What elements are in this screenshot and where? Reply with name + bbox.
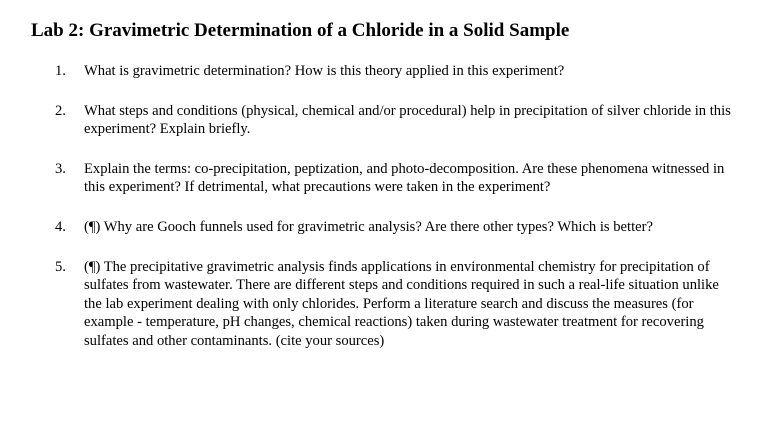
question-text: (¶) Why are Gooch funnels used for gravimetric analysis? Are there other types? Which is better? [84,218,653,235]
question-item-5 [0,258,768,351]
question-list [0,62,768,372]
question-item-1 [0,62,768,81]
question-number: 2. [55,102,66,119]
page-title: Lab 2: Gravimetric Determination of a Chloride in a Solid Sample [31,20,570,41]
question-number: 1. [55,63,66,79]
question-item-4 [0,218,768,237]
question-number: 4. [55,218,66,235]
question-number: 5. [55,258,66,275]
question-text: What steps and conditions (physical, chemical and/or procedural) help in precipitation of silver chloride in this experiment? Explain briefly. [84,102,731,138]
question-item-3 [0,160,768,197]
question-text: Explain the terms: co-precipitation, peptization, and photo-decomposition. Are these phenomena witnessed in this experiment? If detrimental, what precautions were taken in the experiment? [84,160,725,196]
question-text: What is gravimetric determination? How is this theory applied in this experiment? [84,63,565,79]
question-item-2 [0,102,768,139]
question-text: (¶) The precipitative gravimetric analysis finds applications in environmental chemistry for precipitation of sulfates from wastewater. There are different steps and conditions required in such a real-life situation unlike the lab experiment dealing with only chlorides. Perform a literature search and discuss the measures (for example - temperature, pH changes, chemical reactions) taken during wastewater treatment for recovering sulfates and other contaminants. (cite your sources) [84,258,719,349]
question-number: 3. [55,160,66,177]
